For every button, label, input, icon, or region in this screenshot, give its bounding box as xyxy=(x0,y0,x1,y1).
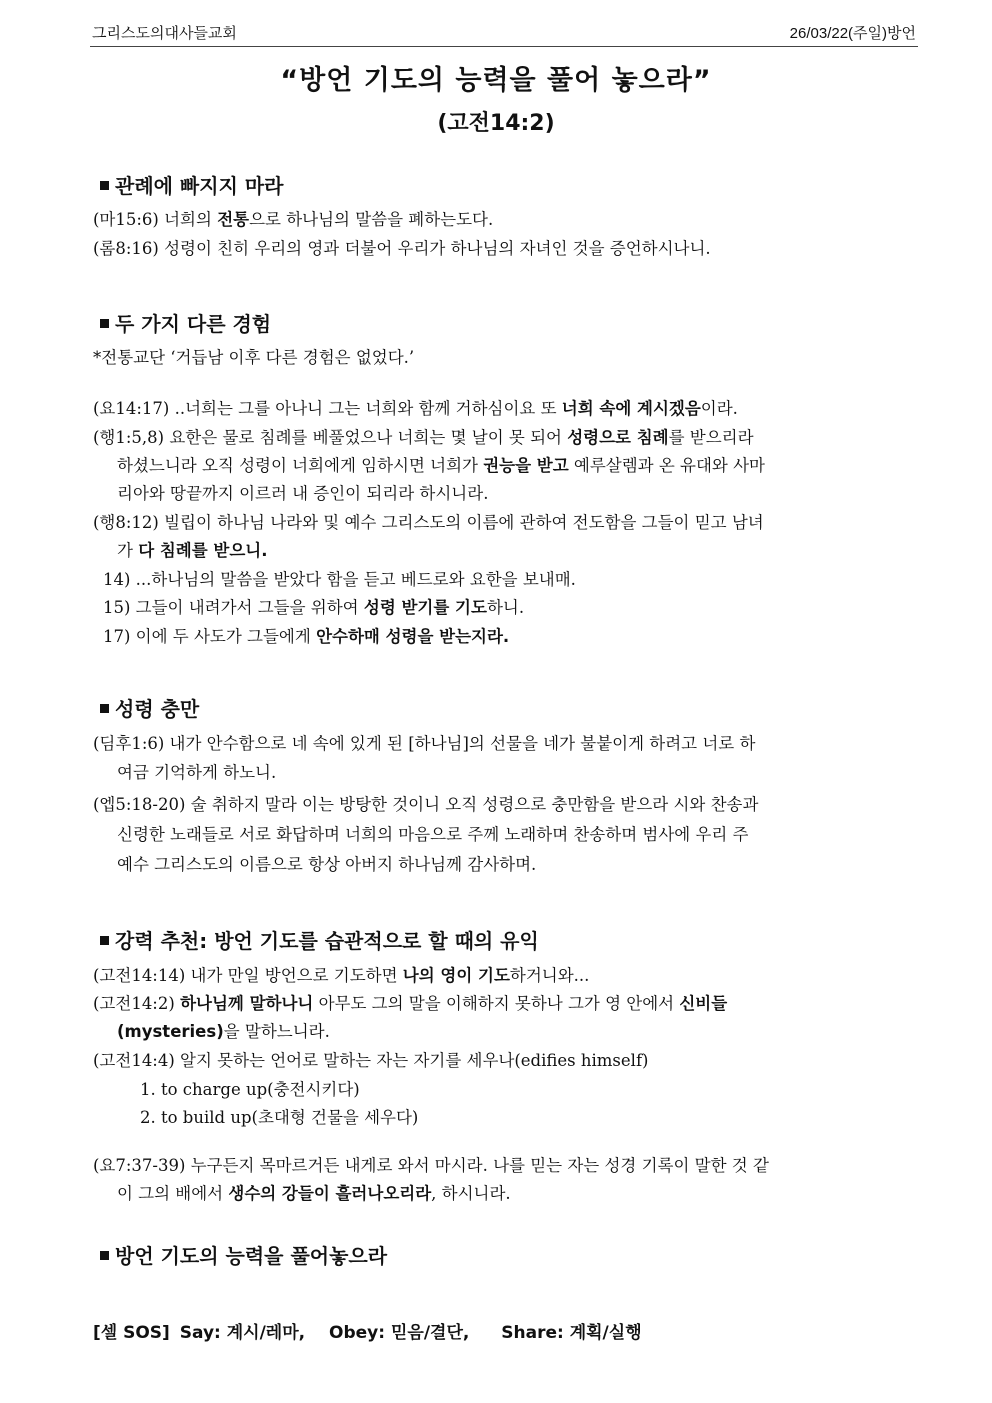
verse-line: (행1:5,8) 요한은 물로 침례를 베풀었으나 너희는 몇 날이 못 되어 성령으로 침례를 받으리라 xyxy=(93,428,754,447)
verse-line: (행8:12) 빌립이 하나님 나라와 및 예수 그리스도의 이름에 관하여 전도함을 그들이 믿고 남녀 xyxy=(93,513,764,532)
verse-line: 17) 이에 두 사도가 그들에게 안수하매 성령을 받는지라. xyxy=(103,627,510,646)
section-heading: 성령 충만 xyxy=(100,693,199,722)
sermon-title: “방언 기도의 능력을 풀어 놓으라” xyxy=(280,65,712,96)
sermon-date: 26/03/22(주일)방언 xyxy=(789,25,916,42)
verse-line: 하셨느니라 오직 성령이 너희에게 임하시면 너희가 권능을 받고 예루살렘과 온 유대와 사마 xyxy=(117,456,765,475)
square-bullet-icon xyxy=(100,319,109,328)
say-label: Say: 계시/레마, xyxy=(179,1323,306,1343)
square-bullet-icon xyxy=(100,1251,109,1260)
verse-line: 이 그의 배에서 생수의 강들이 흘러나오리라, 하시니라. xyxy=(117,1184,511,1203)
cell-label: [셀 SOS] xyxy=(93,1323,170,1343)
verse-line: 여금 기억하게 하노니. xyxy=(117,763,277,782)
verse-line: (고전14:14) 내가 만일 방언으로 기도하면 나의 영이 기도하거니와... xyxy=(93,966,590,985)
section-heading: 방언 기도의 능력을 풀어놓으라 xyxy=(100,1240,387,1269)
verse-line: (고전14:2) 하나님께 말하나니 아무도 그의 말을 이해하지 못하나 그가 영 안에서 신비들 xyxy=(93,994,728,1013)
verse-line: (딤후1:6) 내가 안수함으로 네 속에 있게 된 [하나님]의 선물을 네가 불붙이게 하려고 너로 하 xyxy=(93,734,756,753)
sermon-reference: (고전14:2) xyxy=(437,111,555,136)
verse-line: (요7:37-39) 누구든지 목마르거든 내게로 와서 마시라. 나를 믿는 자는 성경 기록이 말한 것 같 xyxy=(93,1156,769,1175)
verse-line: (롬8:16) 성령이 친히 우리의 영과 더불어 우리가 하나님의 자녀인 것을 증언하시나니. xyxy=(93,239,711,258)
verse-line: 가 다 침례를 받으니. xyxy=(117,541,268,560)
verse-line: (엡5:18-20) 술 취하지 말라 이는 방탕한 것이니 오직 성령으로 충만함을 받으라 시와 찬송과 xyxy=(93,795,759,814)
verse-line: 14) ...하나님의 말씀을 받았다 함을 듣고 베드로와 요한을 보내매. xyxy=(103,570,576,589)
verse-line: 예수 그리스도의 이름으로 항상 아버지 하나님께 감사하며. xyxy=(117,855,537,874)
verse-line: 15) 그들이 내려가서 그들을 위하여 성령 받기를 기도하니. xyxy=(103,598,525,617)
cell-sos-footer xyxy=(93,1318,646,1343)
list-item: 2. to build up(초대형 건물을 세우다) xyxy=(140,1108,419,1127)
square-bullet-icon xyxy=(100,936,109,945)
share-label: Share: 계획/실행 xyxy=(501,1323,642,1343)
section-heading: 두 가지 다른 경험 xyxy=(100,308,271,337)
section-heading: 관례에 빠지지 마라 xyxy=(100,170,284,199)
section-heading: 강력 추천: 방언 기도를 습관적으로 할 때의 유익 xyxy=(100,925,539,954)
square-bullet-icon xyxy=(100,704,109,713)
verse-line: (요14:17) ..너희는 그를 아나니 그는 너희와 함께 거하심이요 또 너희 속에 계시겠음이라. xyxy=(93,399,738,418)
obey-label: Obey: 믿음/결단, xyxy=(329,1323,470,1343)
note-line: *전통교단 ‘거듭남 이후 다른 경험은 없었다.’ xyxy=(93,348,415,367)
verse-line: 신령한 노래들로 서로 화답하며 너희의 마음으로 주께 노래하며 찬송하며 범사에 우리 주 xyxy=(117,825,749,844)
verse-line: (마15:6) 너희의 전통으로 하나님의 말씀을 폐하는도다. xyxy=(93,210,494,229)
church-name: 그리스도의대사들교회 xyxy=(92,25,237,42)
verse-line: (mysteries)을 말하느니라. xyxy=(117,1022,330,1041)
square-bullet-icon xyxy=(100,181,109,190)
verse-line: 리아와 땅끝까지 이르러 내 증인이 되리라 하시니라. xyxy=(117,484,489,503)
list-item: 1. to charge up(충전시키다) xyxy=(140,1080,360,1099)
verse-line: (고전14:4) 알지 못하는 언어로 말하는 자는 자기를 세우나(edifies himself) xyxy=(93,1051,649,1070)
page-header xyxy=(90,22,918,47)
